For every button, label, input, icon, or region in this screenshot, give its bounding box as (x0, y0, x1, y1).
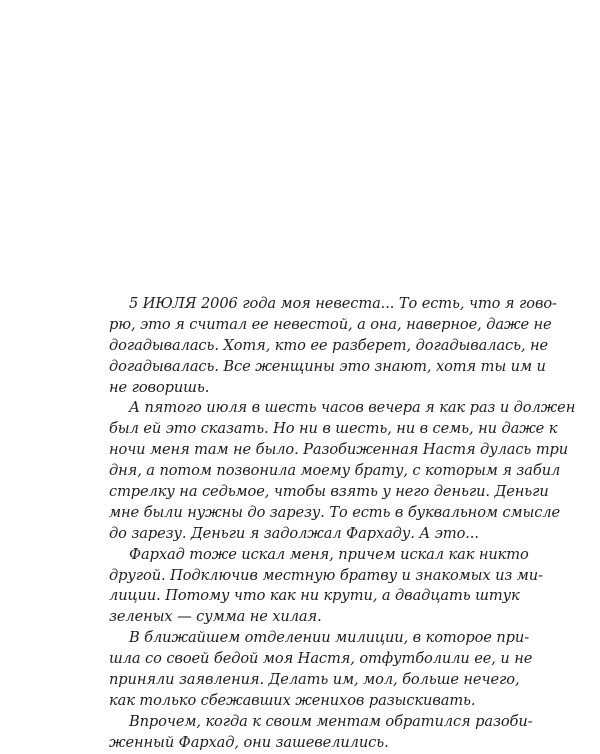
text-line: приняли заявления. Делать им, мол, больше нечего, (109, 671, 520, 689)
text-line: до зарезу. Деньги я задолжал Фархаду. А это... (109, 524, 479, 542)
text-line: 5 ИЮЛЯ 2006 года моя невеста... То есть, что я гово- (129, 295, 557, 312)
body-text (109, 294, 576, 754)
text-line: женный Фархад, они зашевелились. (109, 733, 389, 751)
text-line: как только сбежавших женихов разыскивать. (109, 691, 476, 709)
text-line: Фархад тоже искал меня, причем искал как никто (129, 545, 529, 563)
text-line: дня, а потом позвонила моему брату, с которым я забил (109, 462, 561, 480)
text-line: другой. Подключив местную братву и знакомых из ми- (109, 566, 543, 584)
text-line: мне были нужны до зарезу. То есть в буквальном смысле (109, 503, 561, 521)
text-line: В ближайшем отделении милиции, в которое при- (129, 629, 530, 647)
text-line: рю, это я считал ее невестой, а она, наверное, даже не (109, 315, 552, 333)
text-line: догадывалась. Хотя, кто ее разберет, догадывалась, не (109, 336, 549, 354)
text-line: ночи меня там не было. Разобиженная Настя дулась три (109, 441, 569, 459)
text-line: А пятого июля в шесть часов вечера я как раз и должен (129, 399, 576, 417)
text-line: лиции. Потому что как ни крути, а двадцать штук (109, 587, 520, 605)
text-line: догадывалась. Все женщины это знают, хотя ты им и (109, 357, 546, 375)
text-line: стрелку на седьмое, чтобы взять у него деньги. Деньги (109, 483, 549, 501)
text-line: шла со своей бедой моя Настя, отфутболили ее, и не (109, 650, 533, 668)
text-line: был ей это сказать. Но ни в шесть, ни в семь, ни даже к (109, 420, 558, 438)
text-line: зеленых — сумма не хилая. (109, 608, 322, 626)
text-line: Впрочем, когда к своим ментам обратился разоби- (129, 712, 533, 730)
text-line: не говоришь. (109, 378, 210, 396)
